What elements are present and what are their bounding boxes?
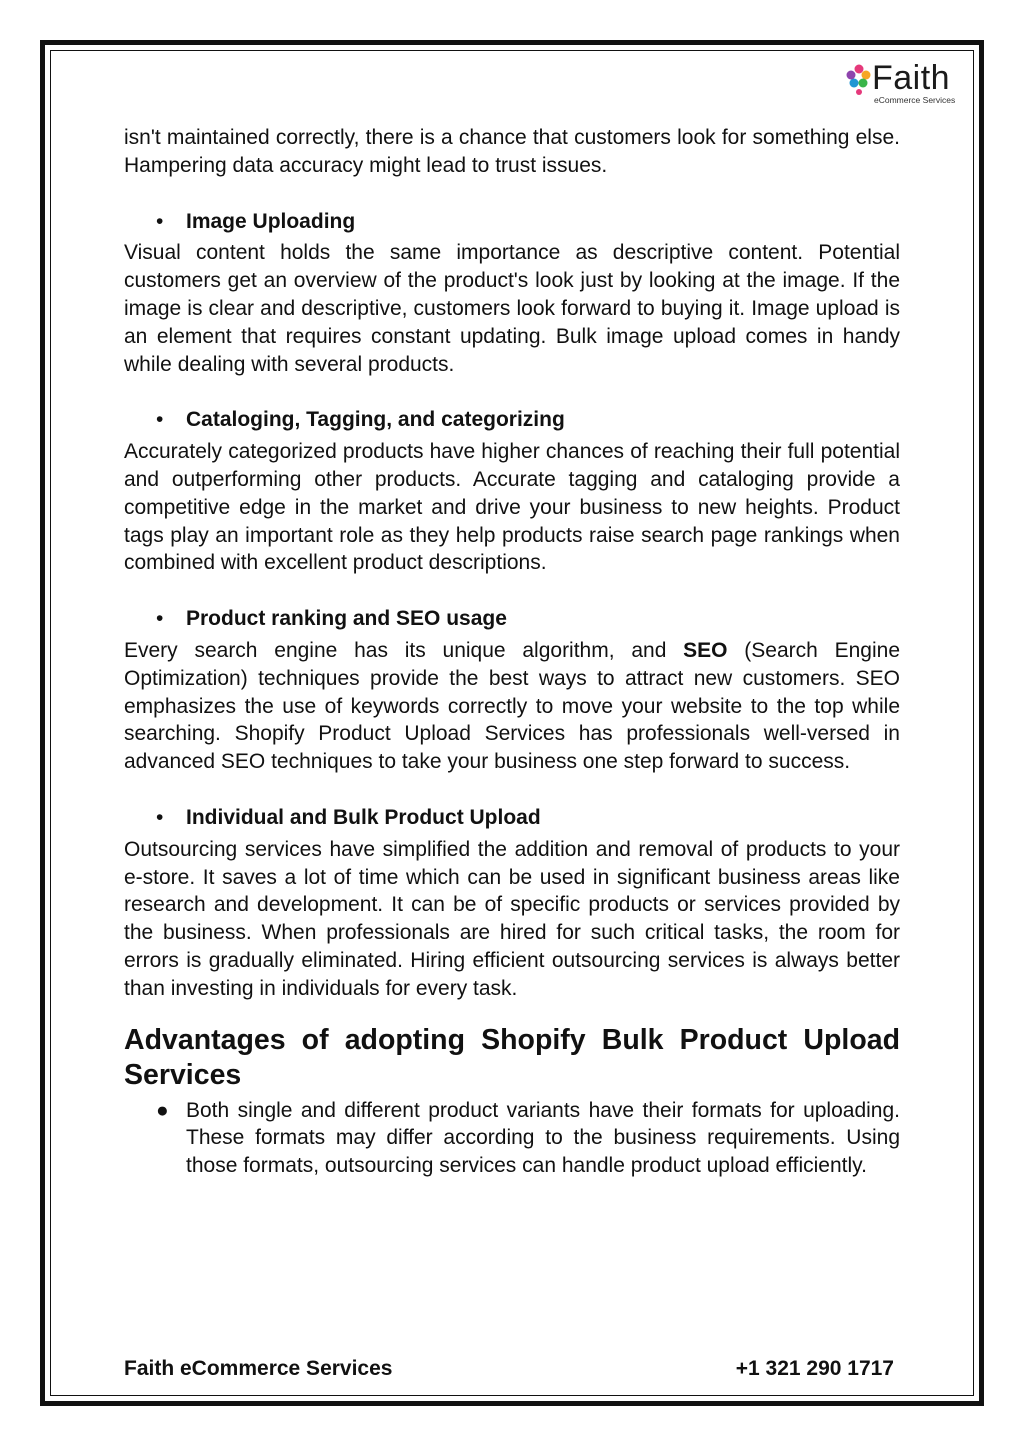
logo-subtitle: eCommerce Services — [874, 95, 956, 105]
footer-company: Faith eCommerce Services — [124, 1357, 393, 1380]
document-body — [124, 124, 900, 1180]
intro-paragraph: isn't maintained correctly, there is a chance that customers look for something else. Hampering data accuracy might lead to trust issues. — [124, 126, 900, 177]
bullet-icon: • — [156, 805, 164, 829]
brand-logo — [846, 58, 966, 108]
seo-keyword: SEO — [683, 638, 728, 662]
logo-wordmark: Faith — [872, 59, 951, 97]
advantage-item: ● Both single and different product variants have their formats for uploading. These formats may differ according to the business requirements. Using those formats, outsourcing services can handle product upload efficiently. — [156, 1098, 900, 1178]
section-title: Image Uploading — [186, 209, 356, 233]
section-body: Every search engine has its unique algorithm, and SEO (Search Engine Optimization) techniques provide the best ways to attract new customers. SEO emphasizes the use of keywords correctly to move your website to the top while searching. Shopify Product Upload Services has professionals well-versed in advanced SEO techniques to take your business one step forward to success. — [124, 638, 901, 774]
section-body: Visual content holds the same importance as descriptive content. Potential customers get an overview of the product's look just by looking at the image. If the image is clear and descriptive, customers look forward to buying it. Image upload is an element that requires constant updating. Bulk image upload comes in handy while dealing with several products. — [124, 241, 900, 376]
section-body: Accurately categorized products have higher chances of reaching their full potential and outperforming other products. Accurate tagging and cataloging provide a competitive edge in the market and drive your business to new heights. Product tags play an important role as they help products raise search page rankings when combined with excellent product descriptions. — [124, 440, 900, 575]
section-seo — [124, 605, 900, 776]
bullet-icon: • — [156, 209, 164, 233]
bullet-icon: • — [156, 408, 164, 432]
flower-icon — [846, 62, 872, 100]
section-title: Cataloging, Tagging, and categorizing — [186, 408, 565, 432]
bullet-icon: • — [156, 607, 164, 631]
section-body: Outsourcing services have simplified the addition and removal of products to your e-store. It saves a lot of time which can be used in significant business areas like research and development. It can be of specific products or services provided by the business. When professionals are hired for such critical tasks, the room for errors is gradually eliminated. Hiring efficient outsourcing services is always better than investing in individuals for every task. — [124, 837, 900, 1000]
section-title: Individual and Bulk Product Upload — [186, 805, 541, 829]
footer-phone: +1 321 290 1717 — [735, 1357, 894, 1380]
section-cataloging — [124, 406, 900, 577]
section-title: Product ranking and SEO usage — [186, 607, 507, 631]
advantages-heading: Advantages of adopting Shopify Bulk Product Upload Services — [124, 1023, 900, 1091]
section-image-uploading — [124, 208, 900, 379]
section-bulk-upload — [124, 804, 900, 1003]
bullet-icon: ● — [156, 1098, 169, 1122]
